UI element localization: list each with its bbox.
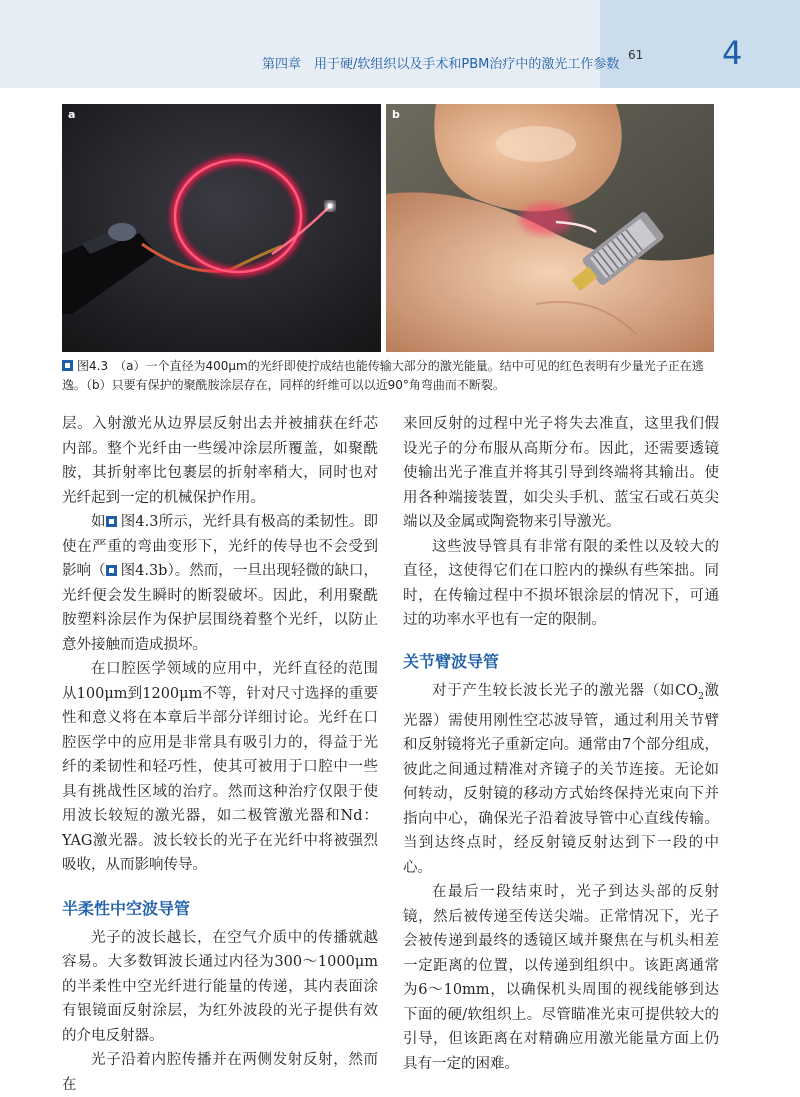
figure-photo-a — [62, 104, 381, 352]
paragraph: 来回反射的过程中光子将失去准直，这里我们假设光子的分布服从高斯分布。因此，还需要透镜使输出光子准直并将其引导到终端将其输出。使用各种端接装置，如尖头手机、蓝宝石或石英尖端以及金属或陶瓷物来引导激光。 — [403, 416, 719, 530]
paragraph — [62, 510, 378, 657]
paragraph-text: 图4.3b）。然而，一旦出现轻微的缺口，光纤便会发生瞬时的断裂破坏。因此，利用聚酰胺塑料涂层作为保护层围绕着整个光纤，以防止意外接触而造成损坏。 — [62, 563, 378, 653]
caption-text: （a）一个直径为400μm的光纤即使拧成结也能传输大部分的激光能量。结中可见的红色表明有少量光子正在逃逸。（b）只要有保护的聚酰胺涂层存在，同样的纤维可以以近90°角弯曲而不断裂。 — [62, 359, 704, 392]
paragraph-text: 如 — [91, 514, 106, 530]
paragraph: 光子的波长越长，在空气介质中的传播就越容易。大多数铒波长通过内径为300～1000μm的半柔性中空光纤进行能量的传递，其内表面涂有银镜面反射涂层，为红外波段的光子提供有效的介电反射器。 — [62, 929, 378, 1044]
panel-label-a: a — [68, 108, 76, 121]
figure-marker-icon — [62, 360, 73, 371]
right-column — [403, 412, 719, 1076]
fiber-bend-illustration — [386, 104, 714, 352]
paragraph: 这些波导管具有非常有限的柔性以及较大的直径，这使得它们在口腔内的操纵有些笨拙。同时，在传输过程中不损坏银涂层的情况下，可通过的功率水平也有一定的限制。 — [403, 538, 719, 628]
paragraph — [403, 679, 719, 881]
paragraph: 光子沿着内腔传播并在两侧发射反射，然而在 — [62, 1052, 378, 1093]
fiber-knot-illustration — [62, 104, 381, 352]
paragraph-text: 图4.3所示，光纤具有极高的柔韧性。即使在严重的弯曲变形下，光纤的传导也不会受到影响（ — [62, 514, 379, 579]
paragraph-text: 对于产生较长波长光子的激光器（如CO — [432, 682, 699, 699]
figure-caption — [62, 357, 726, 395]
section-heading: 半柔性中空波导管 — [62, 898, 191, 918]
paragraph: 在最后一段结束时，光子到达头部的反射镜，然后被传递至传送尖端。正常情况下，光子会被传递到最终的透镜区域并聚焦在与机头相差一定距离的位置，以传递到组织中。该距离通常为6～10mm，以确保机头周围的视线能够到达下面的硬/软组织上。尽管瞄准光束可提供较大的引导，但该距离在对精确应用激光能量方面上仍具有一定的困难。 — [403, 884, 719, 1072]
left-column — [62, 412, 378, 1097]
figure-photo-b — [386, 104, 714, 352]
page-number: 61 — [628, 48, 644, 62]
subscript: 2 — [698, 691, 704, 702]
chapter-tab — [600, 0, 800, 88]
paragraph: 层。入射激光从边界层反射出去并被捕获在纤芯内部。整个光纤由一些缓冲涂层所覆盖，如聚酰胺，其折射率比包裹层的折射率稍大，同时也对光纤起到一定的机械保护作用。 — [62, 416, 378, 506]
figure-link-icon[interactable] — [106, 565, 117, 576]
chapter-number: 4 — [722, 34, 743, 72]
header-band — [0, 0, 600, 88]
panel-label-b: b — [392, 108, 400, 121]
paragraph: 在口腔医学领域的应用中，光纤直径的范围从100μm到1200μm不等，针对尺寸选择的重要性和意义将在本章后半部分详细讨论。光纤在口腔医学中的应用是非常具有吸引力的，得益于光纤的柔韧性和轻巧性，使其可被用于口腔中一些具有挑战性区域的治疗。然而这种治疗仅限于使用波长较短的激光器，如二极管激光器和Nd：YAG激光器。波长较长的光子在光纤中将被强烈吸收，从而影响传导。 — [62, 661, 378, 873]
section-heading: 关节臂波导管 — [403, 651, 500, 671]
paragraph-text: 激光器）需使用刚性空芯波导管，通过利用关节臂和反射镜将光子重新定向。通常由7个部分组成，彼此之间通过精准对齐镜子的关节连接。无论如何转动，反射镜的移动方式始终保持光束向下并指向中心，确保光子沿着波导管中心直线传输。当到达终点时，经反射镜反射达到下一段的中心。 — [403, 682, 720, 876]
figure-link-icon[interactable] — [106, 516, 117, 527]
running-head: 第四章 用于硬/软组织以及手术和PBM治疗中的激光工作参数 — [262, 57, 620, 72]
caption-label: 图4.3 — [77, 359, 109, 373]
